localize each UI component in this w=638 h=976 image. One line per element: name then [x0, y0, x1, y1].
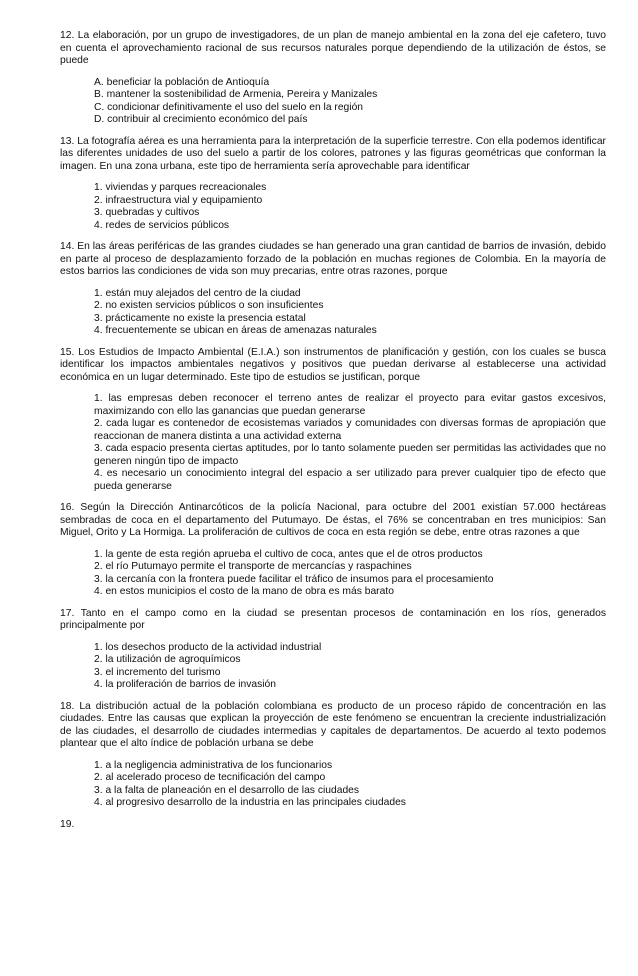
answer-options — [94, 642, 606, 692]
answer-option: 2. al acelerado proceso de tecnificación del campo — [94, 772, 326, 783]
question-list — [60, 30, 606, 810]
answer-option: 4. al progresivo desarrollo de la industria en las principales ciudades — [94, 797, 406, 808]
answer-option: 2. cada lugar es contenedor de ecosistemas variados y comunidades con diversas formas de apropiación que reaccionan de manera distinta a una actividad externa — [94, 418, 606, 442]
question-block — [60, 241, 606, 338]
answer-option: 4. redes de servicios públicos — [94, 219, 230, 231]
question-stem: 18. La distribución actual de la población colombiana es producto de un proceso rápido de concentración en las ciudades. Entre las causas que explican la proyección de este fenómeno se encuentran la creciente industrialización de las ciudades, el desarrollo de ciudades intermedias y capitales de departamentos. De acuerdo al texto podemos plantear que el alto índice de población urbana se debe — [60, 700, 606, 749]
question-block — [60, 136, 606, 233]
question-block — [60, 502, 606, 599]
question-stem: 17. Tanto en el campo como en la ciudad se presentan procesos de contaminación en los ríos, generados principalmente por — [60, 607, 606, 631]
question-stem: 13. La fotografía aérea es una herramienta para la interpretación de la superficie terrestre. Con ella podemos identificar las diferentes unidades de uso del suelo a partir de los colores, patrones y las figuras geométricas que conforman la imagen. En una zona urbana, este tipo de herramienta sería aprovechable para identificar — [60, 135, 606, 172]
answer-option: 3. quebradas y cultivos — [94, 207, 200, 218]
answer-option: 3. cada espacio presenta ciertas aptitudes, por lo tanto solamente pueden ser permitidas las actividades que no generen ningún tipo de impacto — [94, 443, 606, 467]
answer-option: 2. infraestructura vial y equipamiento — [94, 194, 263, 206]
question-stem: 15. Los Estudios de Impacto Ambiental (E.I.A.) son instrumentos de planificación y gestión, con los cuales se busca identificar los impactos ambientales negativos y positivos que puedan derivarse al establecerse una actividad económica en un lugar determinado. Este tipo de estudios se justifican, porque — [60, 346, 606, 383]
answer-option: 2. el río Putumayo permite el transporte de mercancías y raspachines — [94, 561, 412, 572]
answer-option: 4. en estos municipios el costo de la mano de obra es más barato — [94, 586, 394, 597]
answer-options — [94, 288, 606, 338]
answer-option: 3. prácticamente no existe la presencia estatal — [94, 312, 306, 324]
question-block — [60, 608, 606, 692]
answer-option: 1. la gente de esta región aprueba el cultivo de coca, antes que el de otros productos — [94, 548, 483, 560]
answer-option: 3. a la falta de planeación en el desarrollo de las ciudades — [94, 784, 360, 796]
answer-option: 1. a la negligencia administrativa de los funcionarios — [94, 759, 333, 771]
answer-option: 3. el incremento del turismo — [94, 666, 221, 678]
answer-option: C. condicionar definitivamente el uso del suelo en la región — [94, 101, 364, 113]
answer-options — [94, 549, 606, 599]
question-stem: 12. La elaboración, por un grupo de investigadores, de un plan de manejo ambiental en la zona del eje cafetero, tuvo en cuenta el aprovechamiento racional de sus recursos naturales porque dependiendo de la utilización de éstos, se puede — [60, 30, 606, 66]
question-block — [60, 30, 606, 127]
answer-option: 4. frecuentemente se ubican en áreas de amenazas naturales — [94, 325, 377, 336]
question-block — [60, 347, 606, 494]
answer-option: 4. es necesario un conocimiento integral del espacio a ser utilizado para prever cualquier tipo de efecto que pueda generarse — [94, 468, 606, 492]
question-stem: 14. En las áreas periféricas de las grandes ciudades se han generado una gran cantidad de barrios de invasión, debido en parte al proceso de desplazamiento forzado de la población en muchas regiones de Colombia. En la mayoría de estos barrios las condiciones de vida son muy precarias, entre otras razones, porque — [60, 241, 606, 277]
answer-option: B. mantener la sostenibilidad de Armenia, Pereira y Manizales — [94, 89, 378, 100]
answer-option: A. beneficiar la población de Antioquía — [94, 76, 270, 88]
answer-options — [94, 77, 606, 127]
question-stem: 16. Según la Dirección Antinarcóticos de la policía Nacional, para octubre del 2001 existían 57.000 hectáreas sembradas de coca en el departamento del Putumayo. De éstas, el 76% se concentraban en tres municipios: San Miguel, Orito y La Hormiga. La proliferación de cultivos de coca en esta región se debe, entre otras razones a que — [60, 502, 606, 538]
answer-options — [94, 182, 606, 232]
answer-option: 3. la cercanía con la frontera puede facilitar el tráfico de insumos para el procesamiento — [94, 573, 494, 585]
answer-option: 1. los desechos producto de la actividad industrial — [94, 641, 322, 653]
answer-options — [94, 760, 606, 810]
answer-option: 4. la proliferación de barrios de invasión — [94, 679, 277, 690]
answer-option: 1. están muy alejados del centro de la ciudad — [94, 287, 301, 299]
answer-option: 1. viviendas y parques recreacionales — [94, 182, 267, 193]
answer-option: 2. no existen servicios públicos o son insuficientes — [94, 300, 324, 311]
question-19-number: 19. — [60, 818, 75, 830]
answer-option: 2. la utilización de agroquímicos — [94, 654, 241, 665]
answer-option: 1. las empresas deben reconocer el terreno antes de realizar el proyecto para evitar gastos excesivos, maximizando con ello las ganancias que puedan generarse — [94, 393, 606, 417]
question-block — [60, 701, 606, 810]
answer-options — [94, 393, 606, 493]
answer-option: D. contribuir al crecimiento económico del país — [94, 114, 308, 125]
